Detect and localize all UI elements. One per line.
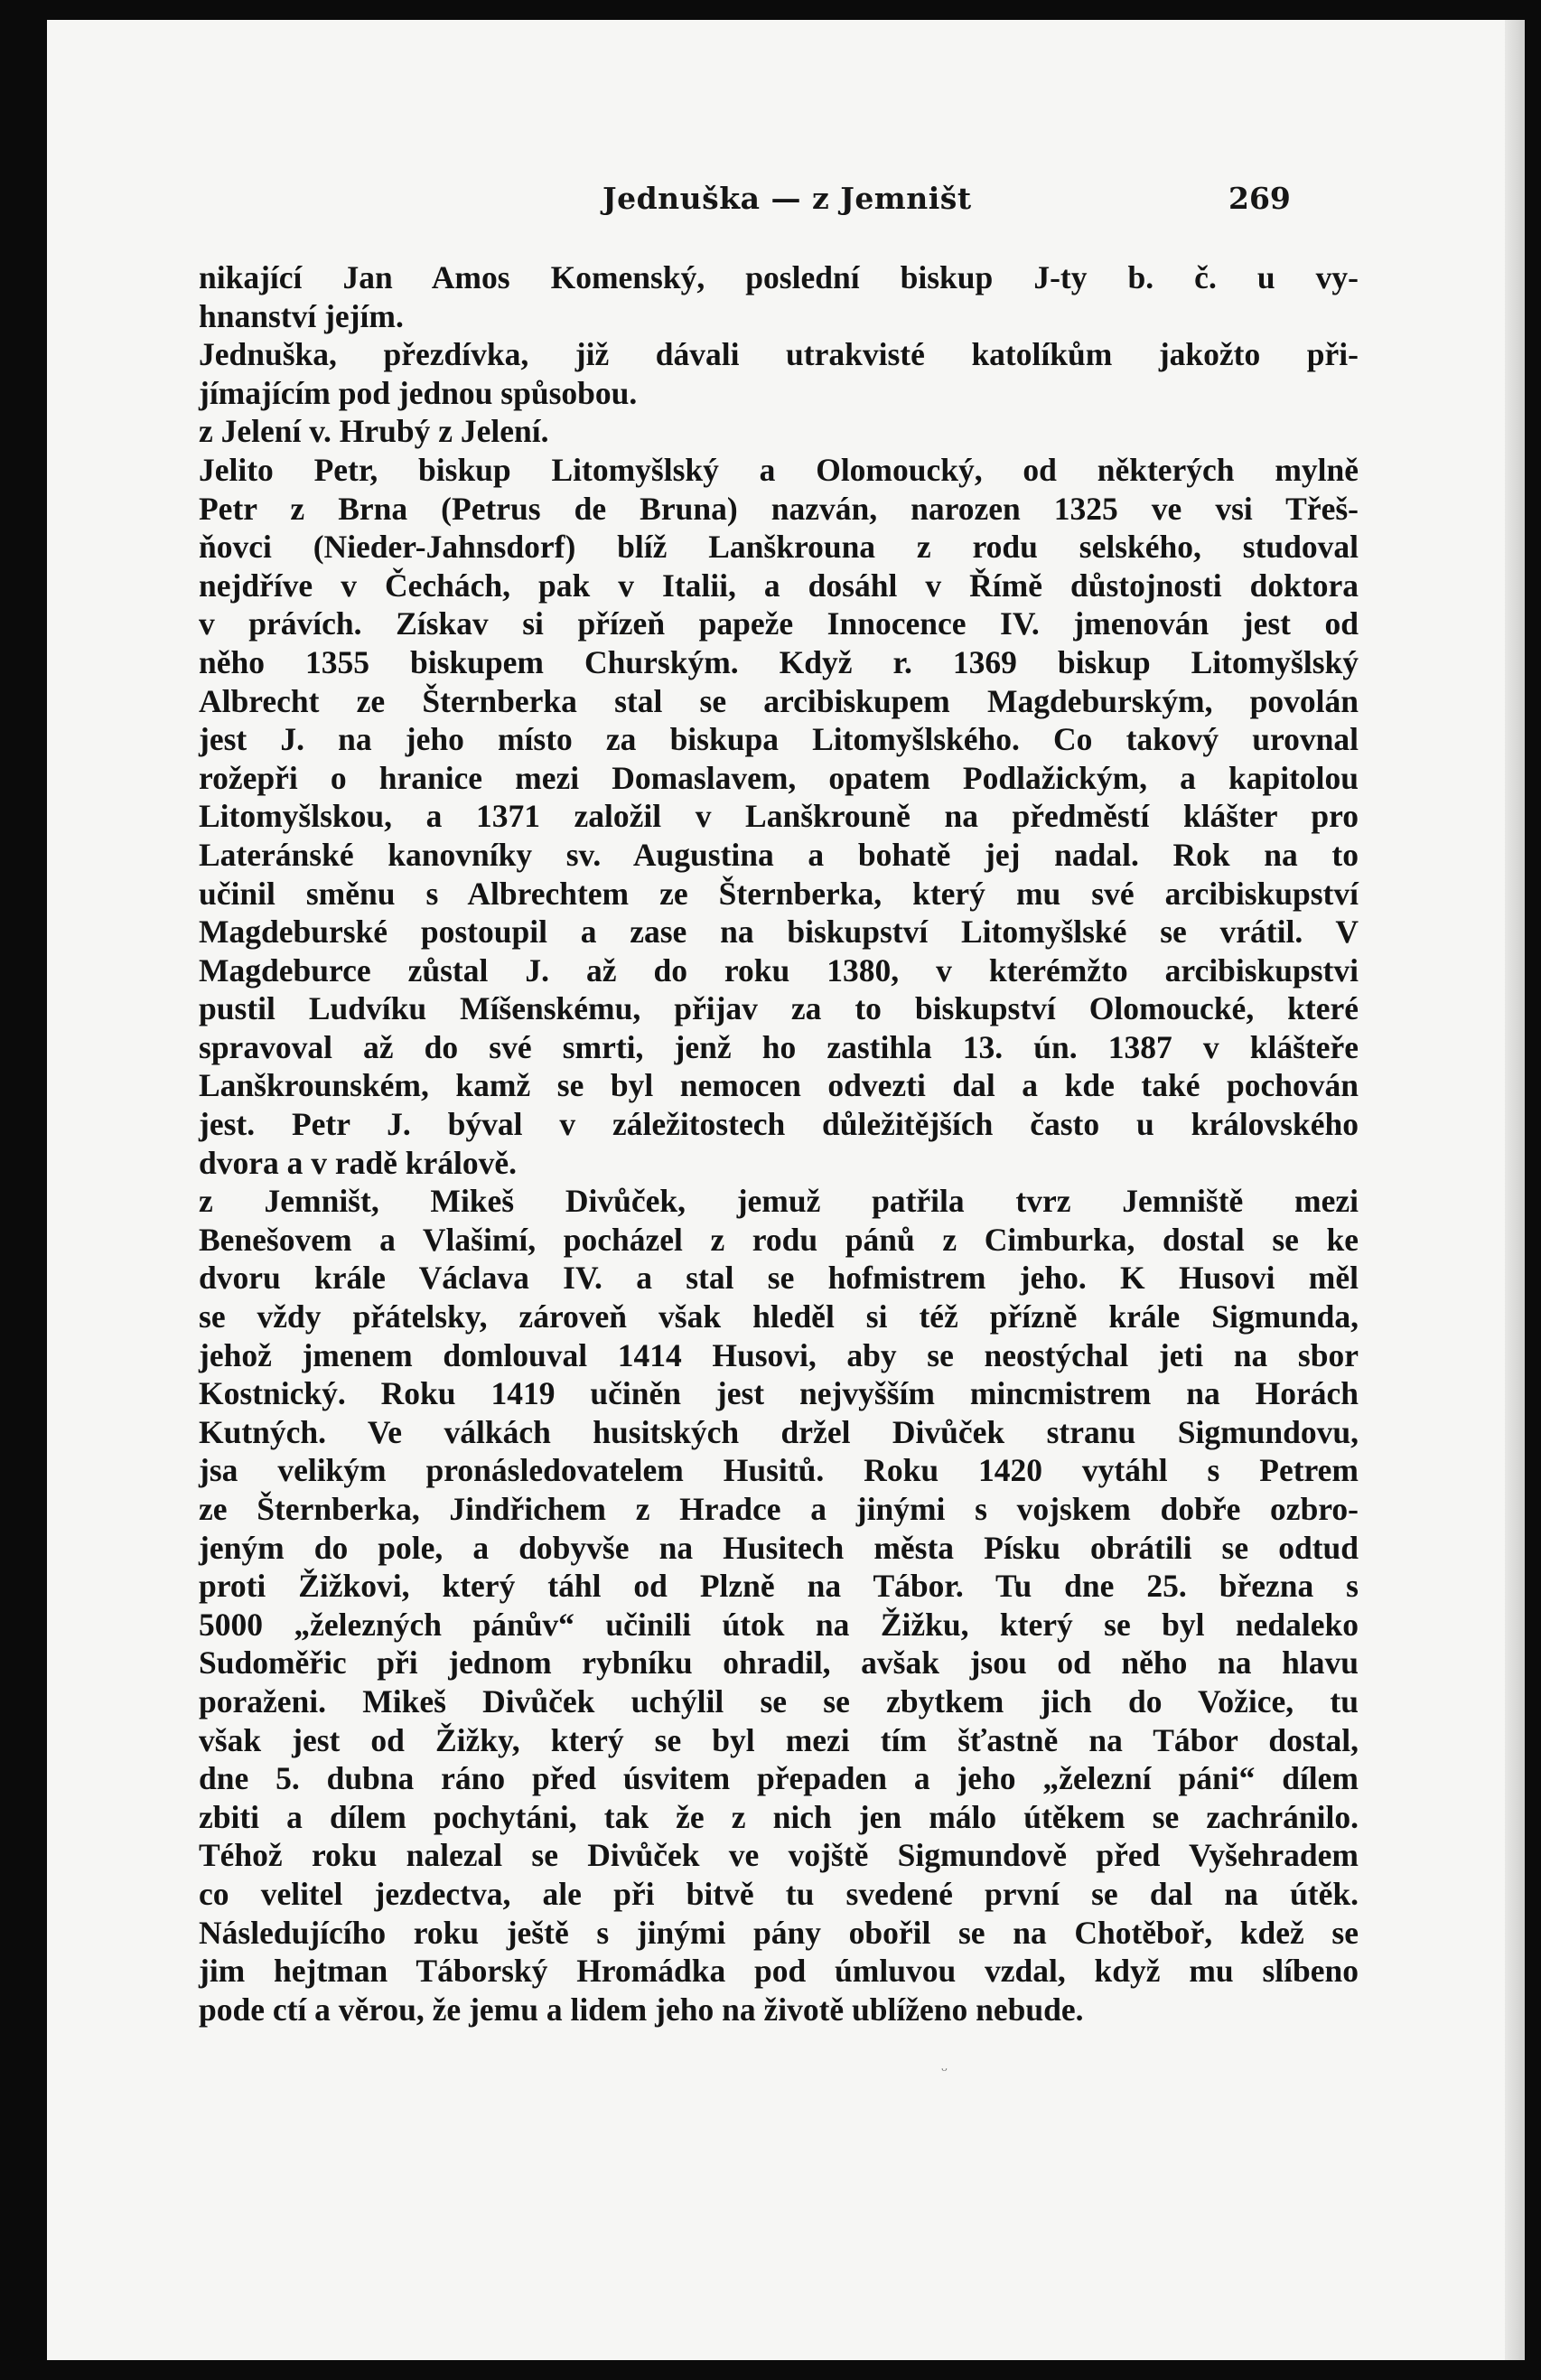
text-line: pustil Ludvíku Míšenskému, přijav za to biskupství Olomoucké, které: [199, 990, 1359, 1027]
text-line: Litomyšlskou, a 1371 založil v Lanškrouně na předměstí klášter pro: [199, 798, 1359, 835]
text-line: něho 1355 biskupem Churským. Když r. 1369 biskup Litomyšlský: [199, 643, 1359, 680]
text-line: poraženi. Mikeš Divůček uchýlil se se zbytkem jich do Vožice, tu: [199, 1682, 1359, 1719]
text-line: Petr z Brna (Petrus de Bruna) nazván, narozen 1325 ve vsi Třeš-: [199, 490, 1359, 527]
text-line: však jest od Žižky, který se byl mezi tím šťastně na Tábor dostal,: [199, 1721, 1359, 1758]
text-line: nikající Jan Amos Komenský, poslední biskup J-ty b. č. u vy-: [199, 259, 1359, 295]
text-line: Kostnický. Roku 1419 učiněn jest nejvyšším mincmistrem na Horách: [199, 1375, 1359, 1412]
text-line: pode ctí a věrou, že jemu a lidem jeho na životě ublíženo nebude.: [199, 1991, 1084, 2028]
text-line: dvora a v radě králově.: [199, 1144, 518, 1181]
text-line: ze Šternberka, Jindřichem z Hradce a jinými s vojskem dobře ozbro-: [199, 1491, 1359, 1527]
text-line: hnanství jejím.: [199, 297, 404, 334]
running-title: Jednuška — z Jemništ: [602, 181, 972, 216]
text-line: ňovci (Nieder-Jahnsdorf) blíž Lanškrouna z rodu selského, studoval: [199, 529, 1359, 566]
text-line: v právích. Získav si přízeň papeže Innocence IV. jmenován jest od: [199, 605, 1359, 642]
text-line: Sudoměřic při jednom rybníku ohradil, avšak jsou od něho na hlavu: [199, 1644, 1359, 1682]
text-line: Kutných. Ve válkách husitských držel Divůček stranu Sigmundovu,: [199, 1413, 1359, 1450]
book-page: [47, 20, 1525, 2360]
text-line: se vždy přátelsky, zároveň však hleděl si též přízně krále Sigmunda,: [199, 1298, 1359, 1335]
text-line: Téhož roku nalezal se Divůček ve vojště Sigmundově před Vyšehradem: [199, 1837, 1359, 1874]
text-line: z Jemništ, Mikeš Divůček, jemuž patřila tvrz Jemniště mezi: [199, 1183, 1359, 1220]
scan-speck: ᵕ: [941, 2062, 948, 2081]
text-line: jeným do pole, a dobyvše na Husitech města Písku obrátili se odtud: [199, 1529, 1359, 1566]
text-line: Lateránské kanovníky sv. Augustina a bohatě jej nadal. Rok na to: [199, 836, 1359, 873]
page-edge: [1505, 20, 1525, 2360]
text-line: jest J. na jeho místo za biskupa Litomyšlského. Co takový urovnal: [199, 721, 1359, 758]
text-line: jehož jmenem domlouval 1414 Husovi, aby se neostýchal jeti na sbor: [199, 1336, 1359, 1373]
text-line: dvoru krále Václava IV. a stal se hofmistrem jeho. K Husovi měl: [199, 1260, 1359, 1297]
text-line: Lanškrounském, kamž se byl nemocen odvezti dal a kde také pochován: [199, 1067, 1359, 1104]
text-line: Následujícího roku ještě s jinými pány obořil se na Chotěboř, kdež se: [199, 1914, 1359, 1951]
text-line: Jelito Petr, biskup Litomyšlský a Olomoucký, od některých mylně: [199, 451, 1359, 488]
text-line: Benešovem a Vlašimí, pocházel z rodu pánů z Cimburka, dostal se ke: [199, 1221, 1359, 1258]
text-line: z Jelení v. Hrubý z Jelení.: [199, 413, 549, 450]
text-line: dne 5. dubna ráno před úsvitem přepaden a jeho „železní páni“ dílem: [199, 1760, 1359, 1797]
body-text: [199, 258, 1359, 2029]
text-line: jest. Petr J. býval v záležitostech důležitějších často u královského: [199, 1106, 1359, 1143]
text-line: učinil směnu s Albrechtem ze Šternberka, který mu své arcibiskupství: [199, 875, 1359, 912]
text-line: rožepři o hranice mezi Domaslavem, opatem Podlažickým, a kapitolou: [199, 759, 1359, 796]
text-line: co velitel jezdectva, ale při bitvě tu svedené první se dal na útěk.: [199, 1875, 1359, 1912]
text-line: spravoval až do své smrti, jenž ho zastihla 13. ún. 1387 v klášteře: [199, 1028, 1359, 1065]
text-line: zbiti a dílem pochytáni, tak že z nich jen málo útěkem se zachránilo.: [199, 1798, 1359, 1835]
text-line: proti Žižkovi, který táhl od Plzně na Tábor. Tu dne 25. března s: [199, 1568, 1359, 1605]
text-line: Magdeburské postoupil a zase na biskupství Litomyšlské se vrátil. V: [199, 914, 1359, 951]
text-line: jim hejtman Táborský Hromádka pod úmluvou vzdal, když mu slíbeno: [199, 1953, 1359, 1990]
page-number: 269: [1228, 181, 1291, 216]
text-line: jímajícím pod jednou spůsobou.: [199, 374, 638, 411]
text-line: Jednuška, přezdívka, již dávali utrakvisté katolíkům jakožto při-: [199, 336, 1359, 373]
text-line: Albrecht ze Šternberka stal se arcibiskupem Magdeburským, povolán: [199, 682, 1359, 719]
page-header: [47, 181, 1312, 228]
text-line: Magdeburce zůstal J. až do roku 1380, v kterémžto arcibiskupstvi: [199, 951, 1359, 989]
text-line: 5000 „železných pánův“ učinili útok na Žižku, který se byl nedaleko: [199, 1606, 1359, 1643]
text-line: nejdříve v Čechách, pak v Italii, a dosáhl v Římě důstojnosti doktora: [199, 567, 1359, 604]
text-line: jsa velikým pronásledovatelem Husitů. Roku 1420 vytáhl s Petrem: [199, 1452, 1359, 1489]
